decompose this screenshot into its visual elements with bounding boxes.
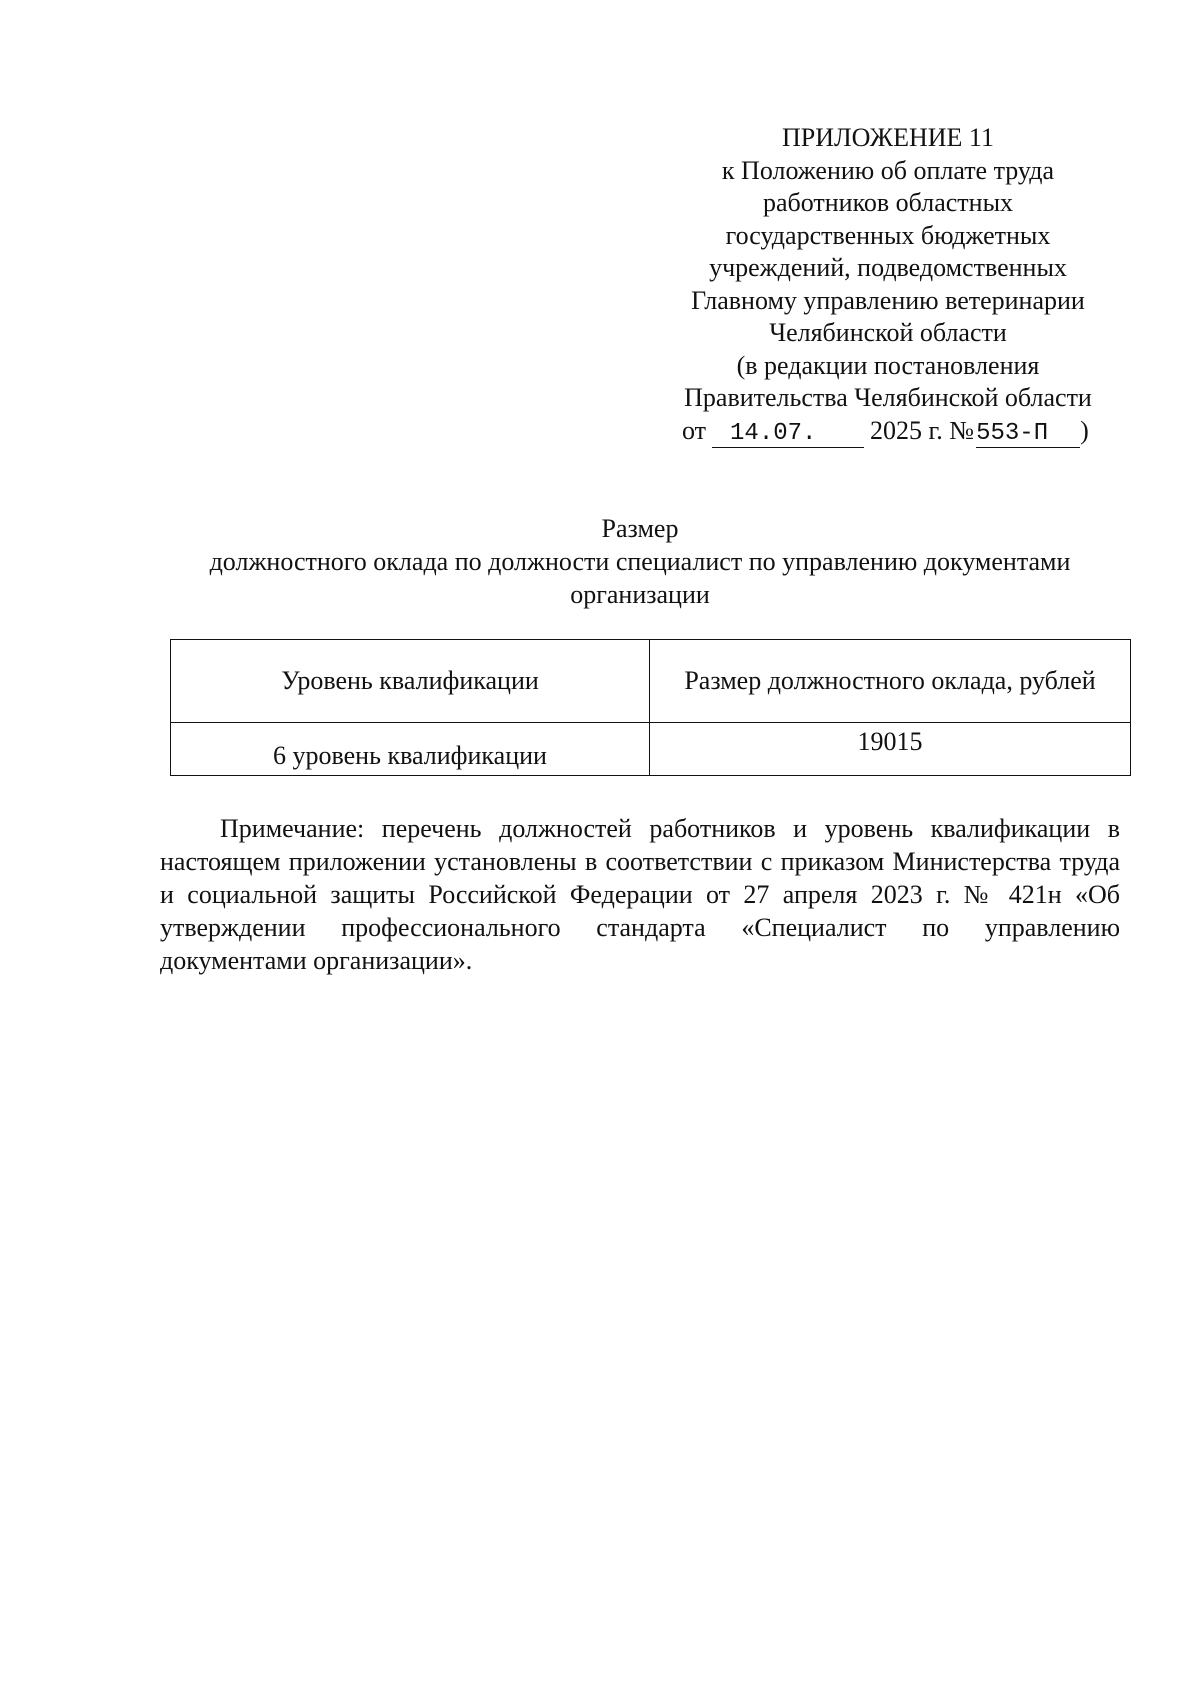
year-text: 2025 г. № <box>870 415 975 445</box>
appendix-line: работников областных <box>762 188 1014 217</box>
appendix-line: государственных бюджетных <box>725 220 1051 250</box>
salary-table <box>170 639 1131 776</box>
resolution-date-line <box>660 415 1116 448</box>
column-header-qualification: Уровень квалификации <box>171 640 650 723</box>
salary-value-cell: 19015 <box>650 723 1131 776</box>
appendix-line: Челябинской области <box>769 318 1007 347</box>
resolution-number-field: 553-П <box>976 421 1080 448</box>
appendix-line: к Положению об оплате труда <box>721 155 1055 185</box>
closing-paren: ) <box>1080 415 1089 445</box>
appendix-line: Правительства Челябинской области <box>684 383 1092 412</box>
column-header-salary: Размер должностного оклада, рублей <box>650 640 1131 723</box>
date-prefix: от <box>682 415 707 445</box>
document-title <box>160 512 1120 611</box>
appendix-header <box>660 122 1116 448</box>
title-line-1: Размер <box>601 514 679 543</box>
title-line-3: организации <box>570 580 710 609</box>
appendix-line: Главному управлению ветеринарии <box>691 285 1085 315</box>
resolution-date-field: 14.07. <box>712 421 864 448</box>
note-paragraph: Примечание: перечень должностей работников и уровень квалификации в настоящем приложении установлены в соответствии с приказом Министерства труда и социальной защиты Российской Федерации от 27 апреля 2023 г. № 421н «Об утверждении профессионального стандарта «Специалист по управлению документами организации». <box>160 814 1120 975</box>
appendix-title: ПРИЛОЖЕНИЕ 11 <box>782 123 994 152</box>
title-line-2: должностного оклада по должности специалист по управлению документами <box>209 547 1071 576</box>
appendix-line: учреждений, подведомственных <box>709 253 1067 282</box>
table-header-row <box>171 640 1131 723</box>
appendix-line: (в редакции постановления <box>736 350 1040 380</box>
qualification-level-cell: 6 уровень квалификации <box>171 723 650 776</box>
table-row <box>171 723 1131 776</box>
